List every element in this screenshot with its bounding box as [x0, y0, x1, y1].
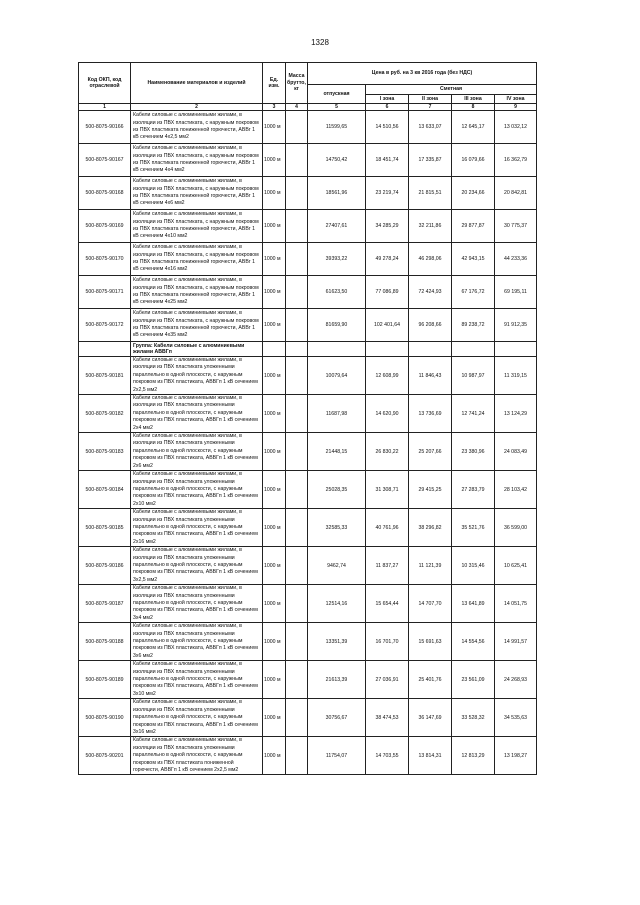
table-row [79, 623, 537, 661]
zone-1-price-cell: 38 474,53 [366, 699, 409, 737]
code-cell: 500-8075-90187 [79, 585, 131, 623]
zone-1-price-cell: 16 701,70 [366, 623, 409, 661]
zone-3-price-cell: 20 234,66 [452, 177, 495, 210]
name-cell: Кабели силовые с алюминиевыми жилами, в изоляции из ПВХ пластиката уложенными параллельно в одной плоскости, с наружным покровом из ПВХ пластиката, АВВГп 1 кВ сечением 3х2,5 мм2 [131, 547, 263, 585]
unit-cell: 1000 м [263, 623, 286, 661]
unit-cell: 1000 м [263, 395, 286, 433]
zone-4-price-cell: 34 535,63 [495, 699, 537, 737]
zone-3-price-cell: 42 943,15 [452, 243, 495, 276]
mass-cell [286, 243, 308, 276]
unit-cell: 1000 м [263, 357, 286, 395]
release-price-cell: 10079,64 [308, 357, 366, 395]
zone-1-price-cell: 11 837,27 [366, 547, 409, 585]
zone-4-price-cell: 20 842,81 [495, 177, 537, 210]
mass-cell [286, 661, 308, 699]
zone-3-price-cell: 12 645,17 [452, 111, 495, 144]
column-number: 3 [263, 104, 286, 111]
zone-2-price-cell: 25 207,66 [409, 433, 452, 471]
header-zone-1: I зона [366, 94, 409, 104]
table-row [79, 433, 537, 471]
zone-2-price-cell: 11 121,39 [409, 547, 452, 585]
release-price-cell: 27407,61 [308, 210, 366, 243]
zone-4-price-cell: 24 268,93 [495, 661, 537, 699]
header-name: Наименование материалов и изделий [131, 63, 263, 104]
zone-1-price-cell: 15 654,44 [366, 585, 409, 623]
zone-1-price-cell: 77 086,89 [366, 276, 409, 309]
zone-2-price-cell: 32 211,86 [409, 210, 452, 243]
unit-cell: 1000 м [263, 661, 286, 699]
zone-3-price-cell: 14 554,56 [452, 623, 495, 661]
table-row [79, 177, 537, 210]
table-row [79, 661, 537, 699]
zone-2-price-cell: 29 415,25 [409, 471, 452, 509]
group-empty-cell [452, 342, 495, 357]
zone-4-price-cell: 16 362,79 [495, 144, 537, 177]
mass-cell [286, 309, 308, 342]
zone-3-price-cell: 12 813,29 [452, 737, 495, 775]
name-cell: Кабели силовые с алюминиевыми жилами, в изоляции из ПВХ пластиката, с наружным покровом из ПВХ пластиката пониженной горючести, АВВг 1 кВ сечением 4х25 мм2 [131, 276, 263, 309]
header-zone-3: III зона [452, 94, 495, 104]
column-number: 2 [131, 104, 263, 111]
table-body [79, 111, 537, 775]
column-number: 6 [366, 104, 409, 111]
code-cell: 500-8075-90188 [79, 623, 131, 661]
price-table [78, 62, 537, 775]
zone-4-price-cell: 24 083,49 [495, 433, 537, 471]
zone-1-price-cell: 18 451,74 [366, 144, 409, 177]
zone-4-price-cell: 30 775,37 [495, 210, 537, 243]
unit-cell: 1000 м [263, 243, 286, 276]
mass-cell [286, 509, 308, 547]
zone-2-price-cell: 17 335,87 [409, 144, 452, 177]
zone-3-price-cell: 29 877,87 [452, 210, 495, 243]
zone-1-price-cell: 27 036,91 [366, 661, 409, 699]
zone-4-price-cell: 11 319,15 [495, 357, 537, 395]
group-empty-cell [263, 342, 286, 357]
zone-2-price-cell: 11 846,43 [409, 357, 452, 395]
zone-1-price-cell: 23 219,74 [366, 177, 409, 210]
release-price-cell: 30756,67 [308, 699, 366, 737]
code-cell: 500-8075-90183 [79, 433, 131, 471]
zone-4-price-cell: 13 124,29 [495, 395, 537, 433]
zone-1-price-cell: 49 278,24 [366, 243, 409, 276]
table-row [79, 471, 537, 509]
zone-4-price-cell: 36 599,00 [495, 509, 537, 547]
name-cell: Кабели силовые с алюминиевыми жилами, в изоляции из ПВХ пластиката, с наружным покровом из ПВХ пластиката пониженной горючести, АВВг 1 кВ сечением 4х10 мм2 [131, 210, 263, 243]
zone-3-price-cell: 13 641,89 [452, 585, 495, 623]
mass-cell [286, 111, 308, 144]
zone-2-price-cell: 15 691,63 [409, 623, 452, 661]
name-cell: Кабели силовые с алюминиевыми жилами, в изоляции из ПВХ пластиката уложенными параллельно в одной плоскости, с наружным покровом из ПВХ пластиката, АВВГп 1 кВ сечением 2х6 мм2 [131, 433, 263, 471]
zone-1-price-cell: 26 830,22 [366, 433, 409, 471]
zone-2-price-cell: 13 736,69 [409, 395, 452, 433]
column-numbers-row [79, 104, 537, 111]
unit-cell: 1000 м [263, 471, 286, 509]
mass-cell [286, 547, 308, 585]
zone-3-price-cell: 89 238,72 [452, 309, 495, 342]
column-number: 5 [308, 104, 366, 111]
unit-cell: 1000 м [263, 737, 286, 775]
zone-2-price-cell: 13 633,07 [409, 111, 452, 144]
zone-2-price-cell: 72 424,93 [409, 276, 452, 309]
release-price-cell: 21613,39 [308, 661, 366, 699]
mass-cell [286, 395, 308, 433]
mass-cell [286, 737, 308, 775]
zone-2-price-cell: 46 298,06 [409, 243, 452, 276]
unit-cell: 1000 м [263, 433, 286, 471]
column-number: 4 [286, 104, 308, 111]
code-cell: 500-8075-90189 [79, 661, 131, 699]
table-row [79, 276, 537, 309]
zone-1-price-cell: 31 308,71 [366, 471, 409, 509]
zone-3-price-cell: 12 741,24 [452, 395, 495, 433]
header-code: Код ОКП, код отраслевой [79, 63, 131, 104]
zone-4-price-cell: 28 103,42 [495, 471, 537, 509]
group-empty-cell [409, 342, 452, 357]
unit-cell: 1000 м [263, 309, 286, 342]
mass-cell [286, 357, 308, 395]
table-row [79, 395, 537, 433]
group-title: Группа: Кабели силовые с алюминиевыми жилами АВВГп [131, 342, 263, 357]
group-empty-cell [286, 342, 308, 357]
column-number: 8 [452, 104, 495, 111]
code-cell: 500-8075-90171 [79, 276, 131, 309]
name-cell: Кабели силовые с алюминиевыми жилами, в изоляции из ПВХ пластиката уложенными параллельно в одной плоскости, с наружным покровом из ПВХ пластиката, АВВГп 1 кВ сечением 3х6 мм2 [131, 623, 263, 661]
table-row [79, 509, 537, 547]
code-cell: 500-8075-90184 [79, 471, 131, 509]
mass-cell [286, 144, 308, 177]
zone-2-price-cell: 38 296,82 [409, 509, 452, 547]
code-cell: 500-8075-90166 [79, 111, 131, 144]
mass-cell [286, 585, 308, 623]
table-row [79, 547, 537, 585]
release-price-cell: 11754,07 [308, 737, 366, 775]
name-cell: Кабели силовые с алюминиевыми жилами, в изоляции из ПВХ пластиката уложенными параллельно в одной плоскости, с наружным покровом из ПВХ пластиката пониженной горючести, АВВГп 1 кВ сечением 2х2,5 мм2 [131, 737, 263, 775]
page-number: 1328 [311, 38, 329, 47]
name-cell: Кабели силовые с алюминиевыми жилами, в изоляции из ПВХ пластиката уложенными параллельно в одной плоскости, с наружным покровом из ПВХ пластиката, АВВГп 1 кВ сечением 3х4 мм2 [131, 585, 263, 623]
mass-cell [286, 177, 308, 210]
unit-cell: 1000 м [263, 585, 286, 623]
zone-3-price-cell: 67 176,72 [452, 276, 495, 309]
name-cell: Кабели силовые с алюминиевыми жилами, в изоляции из ПВХ пластиката уложенными параллельно в одной плоскости, с наружным покровом из ПВХ пластиката, АВВГп 1 кВ сечением 2х2,5 мм2 [131, 357, 263, 395]
column-number: 7 [409, 104, 452, 111]
name-cell: Кабели силовые с алюминиевыми жилами, в изоляции из ПВХ пластиката уложенными параллельно в одной плоскости, с наружным покровом из ПВХ пластиката, АВВГп 1 кВ сечением 2х10 мм2 [131, 471, 263, 509]
zone-2-price-cell: 25 401,76 [409, 661, 452, 699]
zone-2-price-cell: 36 147,69 [409, 699, 452, 737]
name-cell: Кабели силовые с алюминиевыми жилами, в изоляции из ПВХ пластиката, с наружным покровом из ПВХ пластиката пониженной горючести, АВВг 1 кВ сечением 4х6 мм2 [131, 177, 263, 210]
group-empty-cell [495, 342, 537, 357]
release-price-cell: 25028,35 [308, 471, 366, 509]
zone-3-price-cell: 10 315,46 [452, 547, 495, 585]
table-row [79, 357, 537, 395]
code-cell: 500-8075-90167 [79, 144, 131, 177]
name-cell: Кабели силовые с алюминиевыми жилами, в изоляции из ПВХ пластиката, с наружным покровом из ПВХ пластиката пониженной горючести, АВВг 1 кВ сечением 4х4 мм2 [131, 144, 263, 177]
release-price-cell: 32585,33 [308, 509, 366, 547]
name-cell: Кабели силовые с алюминиевыми жилами, в изоляции из ПВХ пластиката уложенными параллельно в одной плоскости, с наружным покровом из ПВХ пластиката, АВВГп 1 кВ сечением 2х4 мм2 [131, 395, 263, 433]
code-cell: 500-8075-90169 [79, 210, 131, 243]
name-cell: Кабели силовые с алюминиевыми жилами, в изоляции из ПВХ пластиката уложенными параллельно в одной плоскости, с наружным покровом из ПВХ пластиката, АВВГп 1 кВ сечением 3х10 мм2 [131, 661, 263, 699]
zone-1-price-cell: 14 703,55 [366, 737, 409, 775]
header-estimate: Сметная [366, 85, 537, 95]
release-price-cell: 9462,74 [308, 547, 366, 585]
code-cell: 500-8075-90190 [79, 699, 131, 737]
release-price-cell: 21448,15 [308, 433, 366, 471]
unit-cell: 1000 м [263, 699, 286, 737]
column-number: 9 [495, 104, 537, 111]
unit-cell: 1000 м [263, 547, 286, 585]
group-row [79, 342, 537, 357]
unit-cell: 1000 м [263, 210, 286, 243]
header-zone-2: II зона [409, 94, 452, 104]
name-cell: Кабели силовые с алюминиевыми жилами, в изоляции из ПВХ пластиката уложенными параллельно в одной плоскости, с наружным покровом из ПВХ пластиката, АВВГп 1 кВ сечением 2х16 мм2 [131, 509, 263, 547]
zone-2-price-cell: 96 208,66 [409, 309, 452, 342]
code-cell: 500-8075-90172 [79, 309, 131, 342]
table-row [79, 243, 537, 276]
unit-cell: 1000 м [263, 144, 286, 177]
header-unit: Ед. изм. [263, 63, 286, 104]
zone-4-price-cell: 13 032,12 [495, 111, 537, 144]
release-price-cell: 39393,22 [308, 243, 366, 276]
unit-cell: 1000 м [263, 276, 286, 309]
zone-4-price-cell: 69 195,11 [495, 276, 537, 309]
release-price-cell: 12514,16 [308, 585, 366, 623]
mass-cell [286, 433, 308, 471]
zone-1-price-cell: 34 285,29 [366, 210, 409, 243]
code-cell: 500-8075-90170 [79, 243, 131, 276]
mass-cell [286, 699, 308, 737]
zone-4-price-cell: 14 991,57 [495, 623, 537, 661]
release-price-cell: 81659,90 [308, 309, 366, 342]
header-mass: Масса брутто, кг [286, 63, 308, 104]
table-row [79, 210, 537, 243]
zone-4-price-cell: 44 233,36 [495, 243, 537, 276]
zone-3-price-cell: 35 521,76 [452, 509, 495, 547]
code-cell: 500-8075-90186 [79, 547, 131, 585]
zone-2-price-cell: 14 707,70 [409, 585, 452, 623]
name-cell: Кабели силовые с алюминиевыми жилами, в изоляции из ПВХ пластиката, с наружным покровом из ПВХ пластиката пониженной горючести, АВВг 1 кВ сечением 4х16 мм2 [131, 243, 263, 276]
table-header [79, 63, 537, 111]
release-price-cell: 18561,96 [308, 177, 366, 210]
zone-4-price-cell: 13 198,27 [495, 737, 537, 775]
zone-1-price-cell: 12 608,99 [366, 357, 409, 395]
zone-3-price-cell: 23 380,96 [452, 433, 495, 471]
zone-3-price-cell: 33 528,32 [452, 699, 495, 737]
code-cell: 500-8075-90182 [79, 395, 131, 433]
release-price-cell: 11599,65 [308, 111, 366, 144]
group-empty-cell [366, 342, 409, 357]
code-cell: 500-8075-90181 [79, 357, 131, 395]
code-cell: 500-8075-90201 [79, 737, 131, 775]
table-row [79, 585, 537, 623]
unit-cell: 1000 м [263, 111, 286, 144]
release-price-cell: 14750,42 [308, 144, 366, 177]
code-cell: 500-8075-90185 [79, 509, 131, 547]
header-release: отпускная [308, 85, 366, 104]
mass-cell [286, 623, 308, 661]
zone-1-price-cell: 14 510,56 [366, 111, 409, 144]
mass-cell [286, 471, 308, 509]
table-row [79, 737, 537, 775]
zone-3-price-cell: 27 283,79 [452, 471, 495, 509]
header-price: Цена в руб. на 3 кв 2016 года (без НДС) [308, 63, 537, 85]
zone-2-price-cell: 13 814,31 [409, 737, 452, 775]
code-cell: 500-8075-90168 [79, 177, 131, 210]
zone-2-price-cell: 21 815,51 [409, 177, 452, 210]
unit-cell: 1000 м [263, 509, 286, 547]
table-row [79, 111, 537, 144]
zone-1-price-cell: 40 761,96 [366, 509, 409, 547]
header-zone-4: IV зона [495, 94, 537, 104]
mass-cell [286, 210, 308, 243]
name-cell: Кабели силовые с алюминиевыми жилами, в изоляции из ПВХ пластиката уложенными параллельно в одной плоскости, с наружным покровом из ПВХ пластиката, АВВГп 1 кВ сечением 3х16 мм2 [131, 699, 263, 737]
release-price-cell: 11687,98 [308, 395, 366, 433]
mass-cell [286, 276, 308, 309]
zone-1-price-cell: 102 401,64 [366, 309, 409, 342]
zone-4-price-cell: 91 912,35 [495, 309, 537, 342]
group-empty-cell [308, 342, 366, 357]
table-row [79, 309, 537, 342]
zone-3-price-cell: 23 561,09 [452, 661, 495, 699]
zone-3-price-cell: 16 079,66 [452, 144, 495, 177]
table-row [79, 699, 537, 737]
zone-3-price-cell: 10 987,97 [452, 357, 495, 395]
release-price-cell: 13351,39 [308, 623, 366, 661]
unit-cell: 1000 м [263, 177, 286, 210]
name-cell: Кабели силовые с алюминиевыми жилами, в изоляции из ПВХ пластиката, с наружным покровом из ПВХ пластиката пониженной горючести, АВВг 1 кВ сечением 4х2,5 мм2 [131, 111, 263, 144]
table-row [79, 144, 537, 177]
zone-4-price-cell: 10 625,41 [495, 547, 537, 585]
zone-1-price-cell: 14 620,90 [366, 395, 409, 433]
release-price-cell: 61623,50 [308, 276, 366, 309]
zone-4-price-cell: 14 051,75 [495, 585, 537, 623]
name-cell: Кабели силовые с алюминиевыми жилами, в изоляции из ПВХ пластиката, с наружным покровом из ПВХ пластиката пониженной горючести, АВВг 1 кВ сечением 4х35 мм2 [131, 309, 263, 342]
column-number: 1 [79, 104, 131, 111]
group-code-cell [79, 342, 131, 357]
